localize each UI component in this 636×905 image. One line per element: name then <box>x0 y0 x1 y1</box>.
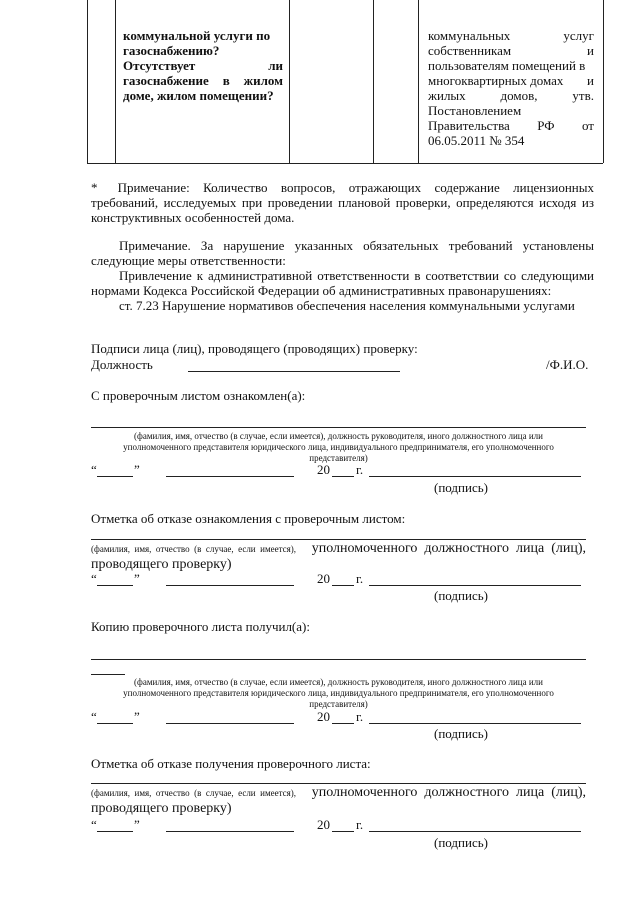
position-label: Должность <box>91 357 153 372</box>
quote-open: “ <box>91 709 97 724</box>
reference-text: Постановлением <box>428 103 522 118</box>
note-line: * Примечание: Количество вопросов, отражающих содержание лицензионных <box>91 180 594 195</box>
signature-field[interactable] <box>369 831 581 832</box>
name-entry-line[interactable] <box>91 783 586 784</box>
reference-text: коммунальных <box>428 28 511 43</box>
month-field[interactable] <box>166 723 294 724</box>
name-caption <box>91 541 586 573</box>
note-line: Привлечение к административной ответственности в соответствии со следующими <box>119 268 594 283</box>
caption-end: проводящего проверку) <box>91 557 232 572</box>
name-entry-line[interactable] <box>91 539 586 540</box>
caption-line: уполномоченного представителя юридического лица, индивидуального предпринимателя, его уполномоченного <box>123 442 554 452</box>
day-field[interactable] <box>97 723 133 724</box>
caption-line: представителя) <box>309 699 368 709</box>
year-prefix: 20 <box>317 571 330 586</box>
caption-small: (фамилия, имя, отчество (в случае, если имеется), <box>91 788 297 798</box>
name-caption <box>91 785 586 817</box>
signature-field[interactable] <box>369 476 581 477</box>
signature-label: (подпись) <box>434 726 488 741</box>
signature-label: (подпись) <box>434 588 488 603</box>
caption-line: уполномоченного представителя юридического лица, индивидуального предпринимателя, его уполномоченного <box>123 688 554 698</box>
name-caption <box>91 431 586 464</box>
note-line: требований, исследуемых при проведении плановой проверки, определяются исходя из <box>91 195 594 210</box>
caption-end: проводящего проверку) <box>91 801 232 816</box>
quote-close: ” <box>134 462 140 477</box>
month-field[interactable] <box>166 831 294 832</box>
note-line: следующие меры ответственности: <box>91 253 286 268</box>
caption-big: уполномоченного должностного лица (лиц), <box>311 541 586 556</box>
copy-received-title: Копию проверочного листа получил(а): <box>91 619 310 634</box>
month-field[interactable] <box>166 585 294 586</box>
year-prefix: 20 <box>317 462 330 477</box>
reference-text: РФ <box>537 118 555 133</box>
year-field[interactable] <box>332 585 354 586</box>
signature-field[interactable] <box>369 723 581 724</box>
year-field[interactable] <box>332 831 354 832</box>
reference-text: многоквартирных домах <box>428 73 564 88</box>
year-suffix: г. <box>356 462 364 477</box>
quote-open: “ <box>91 817 97 832</box>
quote-close: ” <box>134 571 140 586</box>
reference-text: от <box>581 118 594 133</box>
quote-close: ” <box>134 709 140 724</box>
month-field[interactable] <box>166 476 294 477</box>
name-entry-line[interactable] <box>91 427 586 428</box>
quote-close: ” <box>134 817 140 832</box>
signature-label: (подпись) <box>434 480 488 495</box>
question-line: Отсутствует <box>123 58 196 73</box>
note-line: нормами Кодекса Российской Федерации об административных правонарушениях: <box>91 283 552 298</box>
reference-text: утв. <box>572 88 594 103</box>
caption-small: (фамилия, имя, отчество (в случае, если имеется), <box>91 544 297 554</box>
signature-field[interactable] <box>369 585 581 586</box>
question-line: доме, жилом помещении? <box>123 88 274 103</box>
day-field[interactable] <box>97 476 133 477</box>
reference-text: 06.05.2011 № 354 <box>428 133 525 148</box>
note-licence <box>91 180 594 225</box>
acknowledged-title: С проверочным листом ознакомлен(а): <box>91 388 306 403</box>
year-field[interactable] <box>332 723 354 724</box>
refusal-receipt-title: Отметка об отказе получения проверочного листа: <box>91 756 371 771</box>
reference-text: пользователям помещений в <box>428 58 586 73</box>
year-suffix: г. <box>356 709 364 724</box>
position-signature-line[interactable] <box>188 371 400 372</box>
fio-label: /Ф.И.О. <box>546 357 589 372</box>
day-field[interactable] <box>97 585 133 586</box>
reference-text: Правительства <box>428 118 510 133</box>
question-line: газоснабжение в жилом <box>123 73 283 88</box>
caption-line: (фамилия, имя, отчество (в случае, если имеется), должность руководителя, иного должностного лица или <box>134 677 543 687</box>
caption-line: (фамилия, имя, отчество (в случае, если имеется), должность руководителя, иного должностного лица или <box>134 431 543 441</box>
name-entry-line[interactable] <box>91 659 586 660</box>
question-line: ли <box>268 58 283 73</box>
note-line: Примечание. За нарушение указанных обязательных требований установлены <box>119 238 594 253</box>
note-line: ст. 7.23 Нарушение нормативов обеспечения населения коммунальными услугами <box>119 298 575 313</box>
reference-text: услуг <box>563 28 594 43</box>
question-line: коммунальной услуги по <box>123 28 271 43</box>
year-field[interactable] <box>332 476 354 477</box>
reference-text: собственникам <box>428 43 512 58</box>
reference-text: жилых <box>428 88 466 103</box>
note-line: конструктивных особенностей дома. <box>91 210 295 225</box>
year-suffix: г. <box>356 571 364 586</box>
caption-big: уполномоченного должностного лица (лиц), <box>311 785 586 800</box>
note-liability <box>91 238 594 313</box>
caption-line: представителя) <box>309 453 368 463</box>
day-field[interactable] <box>97 831 133 832</box>
year-prefix: 20 <box>317 817 330 832</box>
year-suffix: г. <box>356 817 364 832</box>
reference-text: домов, <box>500 88 538 103</box>
quote-open: “ <box>91 571 97 586</box>
name-entry-line-short[interactable] <box>91 674 125 675</box>
quote-open: “ <box>91 462 97 477</box>
signatures-heading: Подписи лица (лиц), проводящего (проводящих) проверку: <box>91 341 418 356</box>
year-prefix: 20 <box>317 709 330 724</box>
refusal-familiarization-title: Отметка об отказе ознакомления с проверочным листом: <box>91 511 406 526</box>
name-caption <box>91 677 586 710</box>
signature-label: (подпись) <box>434 835 488 850</box>
reference-text: и <box>587 43 594 58</box>
reference-text: и <box>587 73 594 88</box>
question-line: газоснабжению? <box>123 43 220 58</box>
